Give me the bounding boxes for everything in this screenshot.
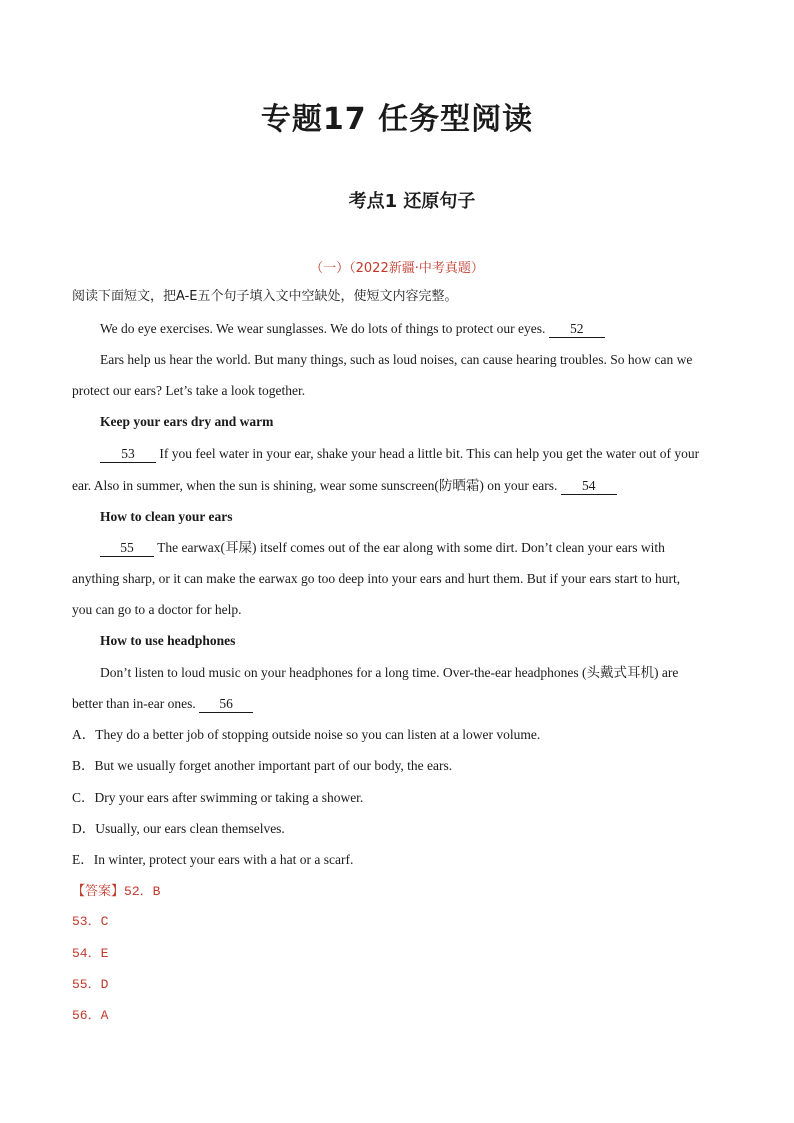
paragraph-5-text: better than in-ear ones. [72, 696, 196, 711]
answer-label: 【答案】 [72, 884, 125, 899]
paragraph-1-text: We do eye exercises. We wear sunglasses. We do lots of things to protect our eyes. [100, 321, 546, 336]
option-e: E．In winter, protect your ears with a hat or a scarf. [72, 852, 354, 867]
blank-55: 55 [100, 540, 154, 557]
paragraph-1 [100, 319, 760, 339]
blank-53: 53 [100, 446, 156, 463]
instruction-text: 阅读下面短文，把A-E五个句子填入文中空缺处，使短文内容完整。 [72, 289, 458, 304]
paragraph-3-line-2 [72, 476, 732, 496]
paragraph-4-line-1 [100, 538, 760, 558]
answer-53: 53．C [72, 914, 109, 929]
section-title: 考点1 还原句子 [348, 191, 476, 212]
heading-clean-ears: How to clean your ears [100, 509, 233, 524]
paragraph-2-line-2: protect our ears? Let’s take a look together. [72, 383, 306, 398]
question-source: （一）（2022新疆·中考真题） [310, 261, 484, 276]
heading-headphones: How to use headphones [100, 633, 236, 648]
answer-54: 54．E [72, 946, 109, 961]
answer-52: 52．B [124, 884, 161, 899]
answer-52-row [72, 881, 732, 902]
paragraph-3-line-1 [100, 444, 760, 464]
paragraph-3-text-2: ear. Also in summer, when the sun is shining, wear some sunscreen(防晒霜) on your ears. [72, 478, 558, 493]
paragraph-4-line-3: you can go to a doctor for help. [72, 602, 242, 617]
paragraph-3-text: If you feel water in your ear, shake your head a little bit. This can help you get the water out of your [159, 446, 700, 461]
page-title: 专题17 任务型阅读 [260, 102, 534, 137]
blank-54: 54 [561, 478, 617, 495]
paragraph-4-line-2: anything sharp, or it can make the earwax go too deep into your ears and hurt them. But if your ears start to hurt, [72, 571, 681, 586]
paragraph-5-line-1: Don’t listen to loud music on your headphones for a long time. Over-the-ear headphones (头戴式耳机) are [100, 665, 679, 680]
blank-52: 52 [549, 321, 605, 338]
option-b: B．But we usually forget another important part of our body, the ears. [72, 758, 453, 773]
answer-55: 55．D [72, 977, 109, 992]
heading-keep-dry: Keep your ears dry and warm [100, 414, 274, 429]
blank-56: 56 [199, 696, 253, 713]
option-c: C．Dry your ears after swimming or taking a shower. [72, 790, 364, 805]
option-d: D．Usually, our ears clean themselves. [72, 821, 285, 836]
paragraph-4-text: The earwax(耳屎) itself comes out of the ear along with some dirt. Don’t clean your ears with [157, 540, 665, 555]
answer-56: 56．A [72, 1008, 109, 1023]
paragraph-5-line-2 [72, 694, 732, 714]
option-a: A．They do a better job of stopping outside noise so you can listen at a lower volume. [72, 727, 541, 742]
paragraph-2-line-1: Ears help us hear the world. But many things, such as loud noises, can cause hearing troubles. So how can we [100, 352, 693, 367]
